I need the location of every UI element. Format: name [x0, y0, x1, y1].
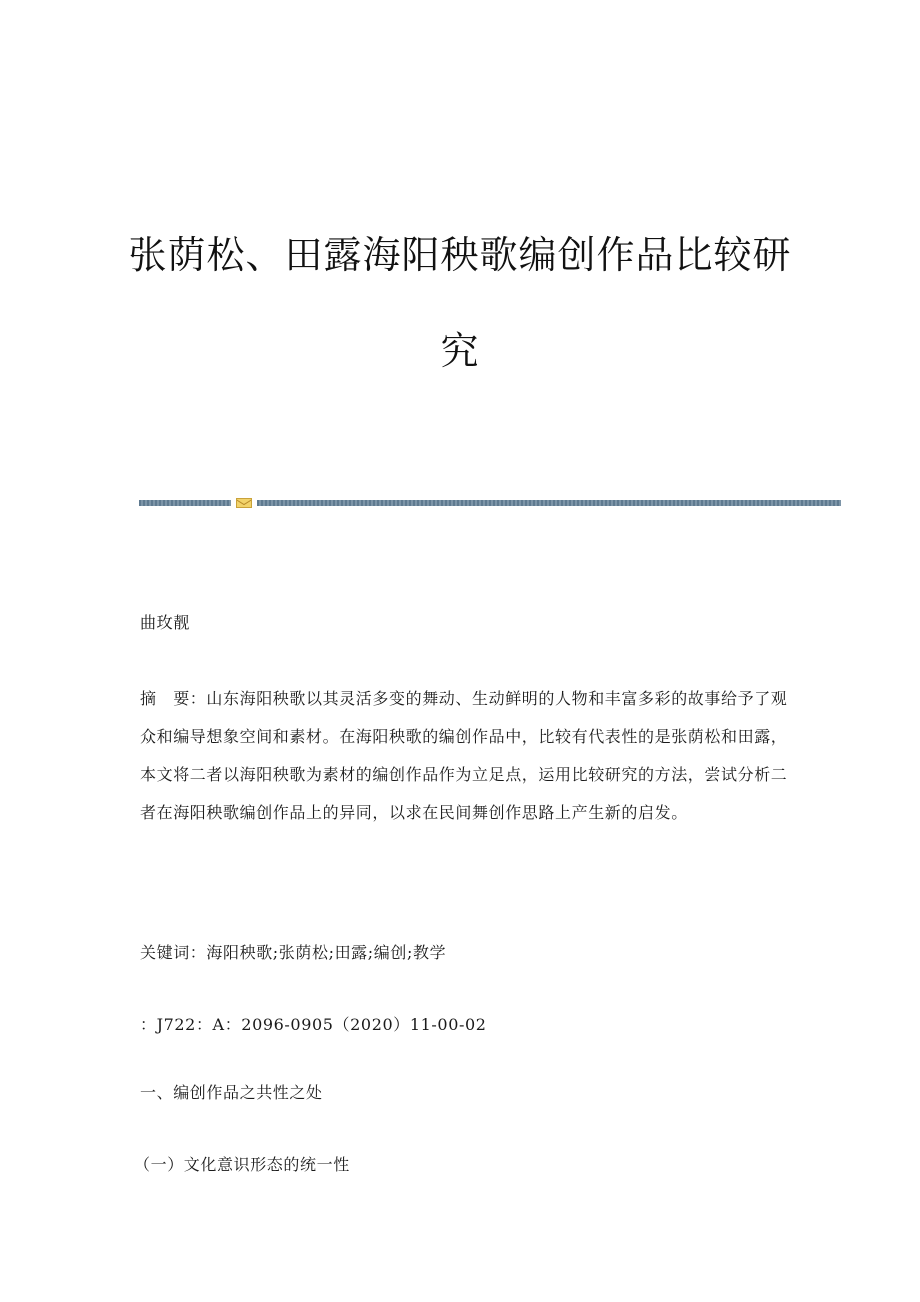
- document-title-line1: 张荫松、田露海阳秧歌编创作品比较研: [128, 233, 792, 277]
- abstract-paragraph: 摘 要：山东海阳秧歌以其灵活多变的舞动、生动鲜明的人物和丰富多彩的故事给予了观众和编导想象空间和素材。在海阳秧歌的编创作品中，比较有代表性的是张荫松和田露，本文将二者以海阳秧歌为素材的编创作品作为立足点，运用比较研究的方法，尝试分析二者在海阳秧歌编创作品上的异同，以求在民间舞创作思路上产生新的启发。: [140, 689, 788, 822]
- divider-bar-left: [139, 500, 231, 506]
- title-divider: [139, 498, 841, 508]
- classification-line: ：J722：A：2096-0905（2020）11-00-02: [140, 1015, 487, 1034]
- keywords-line: 关键词：海阳秧歌;张荫松;田露;编创;教学: [140, 943, 447, 962]
- divider-bar-right: [257, 500, 841, 506]
- document-title-line2: 究: [440, 329, 480, 373]
- author-name: 曲玫靓: [140, 613, 190, 632]
- subsection-heading-1: （一）文化意识形态的统一性: [134, 1155, 350, 1174]
- envelope-icon: [236, 498, 252, 508]
- section-heading-1: 一、编创作品之共性之处: [140, 1083, 323, 1102]
